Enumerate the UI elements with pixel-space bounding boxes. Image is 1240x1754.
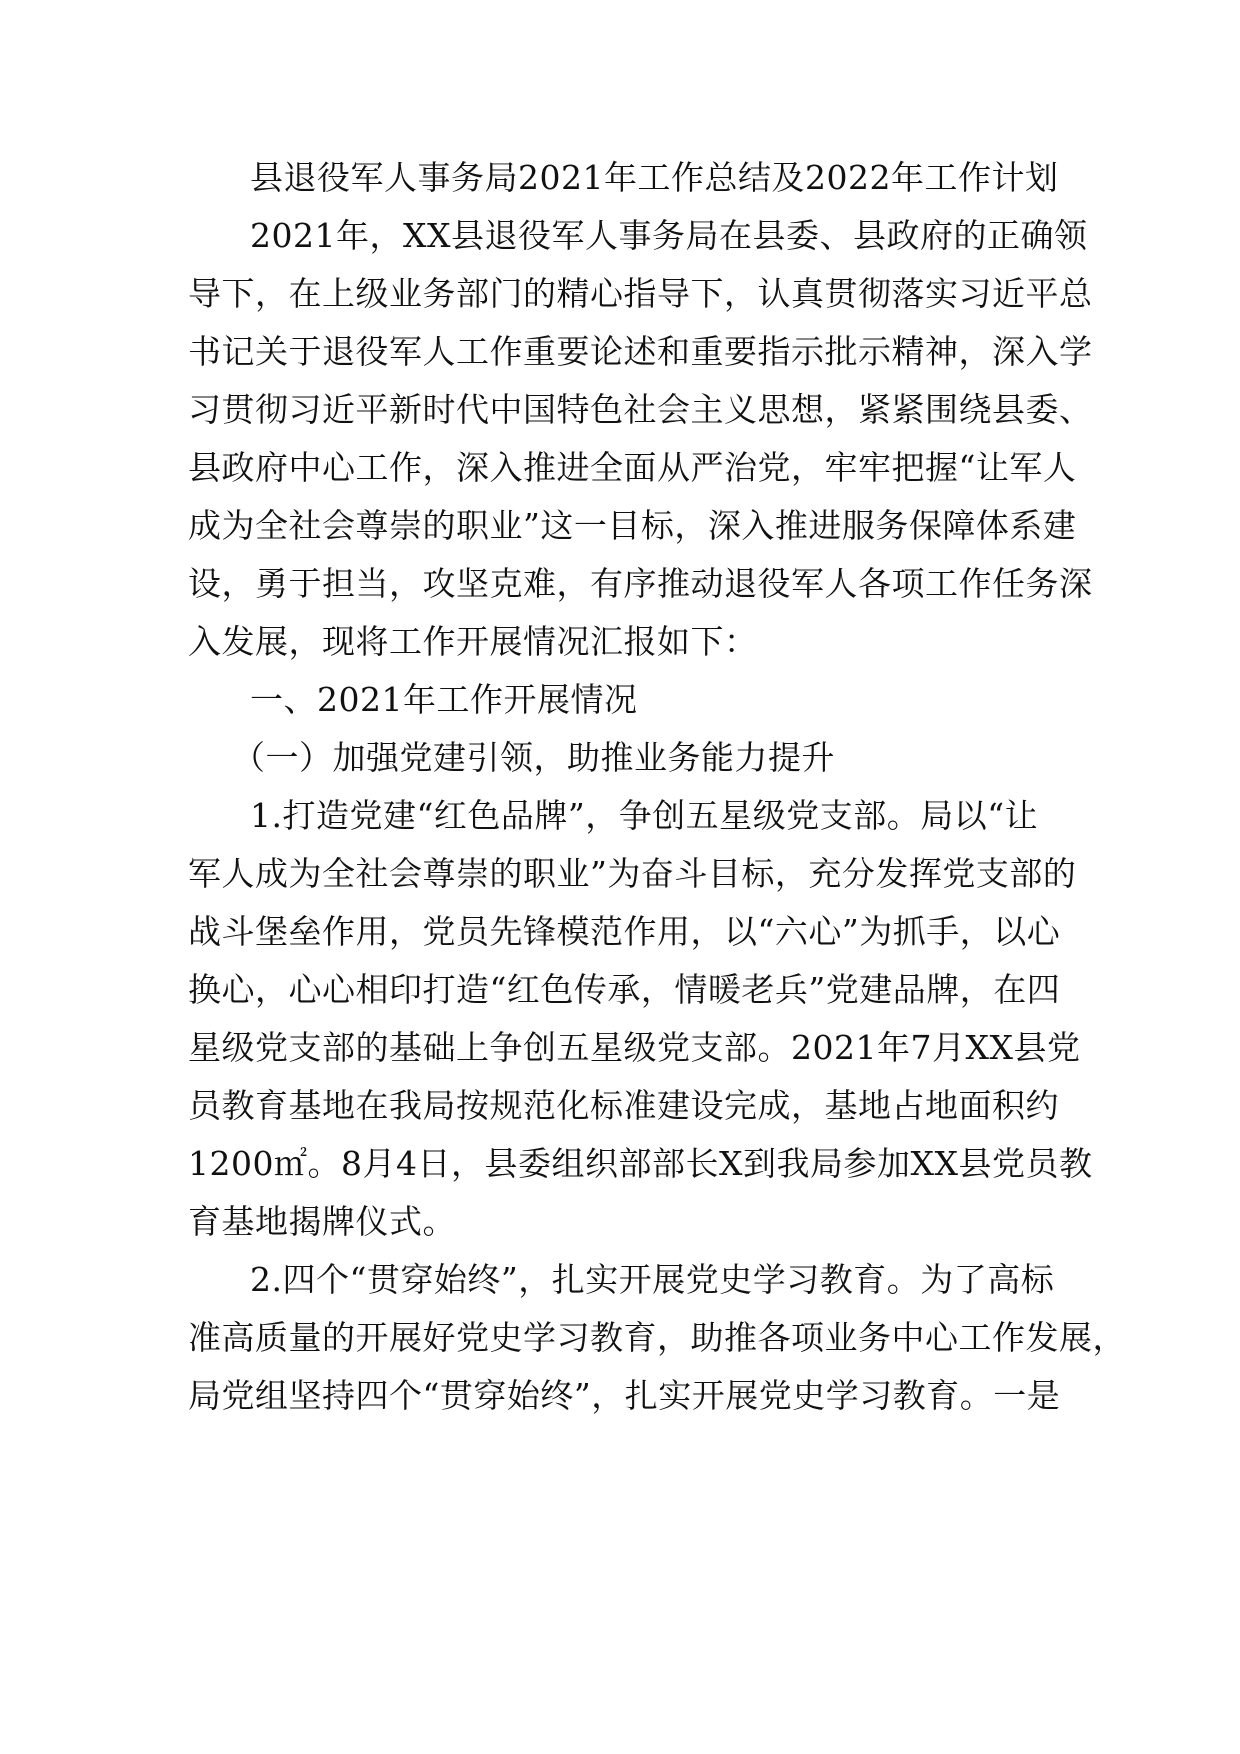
item1-line: 1.打造党建“红色品牌”，争创五星级党支部。局以“让: [250, 796, 1039, 835]
item2-line: 局党组坚持四个“贯穿始终”，扎实开展党史学习教育。一是: [188, 1376, 1061, 1415]
intro-line: 2021年，XX县退役军人事务局在县委、县政府的正确领: [250, 216, 1088, 255]
item1-line: 军人成为全社会尊崇的职业”为奋斗目标，充分发挥党支部的: [188, 854, 1077, 893]
item2-line: 2.四个“贯穿始终”，扎实开展党史学习教育。为了高标: [250, 1260, 1055, 1299]
section-heading: 一、2021年工作开展情况: [250, 680, 638, 719]
item1-line: 员教育基地在我局按规范化标准建设完成，基地占地面积约: [188, 1086, 1059, 1125]
item1-line: 换心，心心相印打造“红色传承，情暖老兵”党建品牌，在四: [188, 970, 1061, 1009]
document-title: 县退役军人事务局2021年工作总结及2022年工作计划: [250, 158, 1059, 197]
item1-line: 1200㎡。8月4日，县委组织部部长X到我局参加XX县党员教: [188, 1144, 1093, 1183]
intro-line: 导下，在上级业务部门的精心指导下，认真贯彻落实习近平总: [188, 274, 1093, 313]
subsection-heading: （一）加强党建引领，助推业务能力提升: [232, 738, 835, 777]
intro-line: 县政府中心工作，深入推进全面从严治党，牢牢把握“让军人: [188, 448, 1077, 487]
intro-line: 书记关于退役军人工作重要论述和重要指示批示精神，深入学: [188, 332, 1093, 371]
item2-line: 准高质量的开展好党史学习教育，助推各项业务中心工作发展，: [188, 1318, 1126, 1357]
item1-line: 育基地揭牌仪式。: [188, 1202, 456, 1241]
item1-line: 战斗堡垒作用，党员先锋模范作用，以“六心”为抓手，以心: [188, 912, 1061, 951]
item1-line: 星级党支部的基础上争创五星级党支部。2021年7月XX县党: [188, 1028, 1081, 1067]
intro-line: 成为全社会尊崇的职业”这一目标，深入推进服务保障体系建: [188, 506, 1077, 545]
intro-line: 设，勇于担当，攻坚克难，有序推动退役军人各项工作任务深: [188, 564, 1093, 603]
intro-line: 习贯彻习近平新时代中国特色社会主义思想，紧紧围绕县委、: [188, 390, 1093, 429]
intro-line: 入发展，现将工作开展情况汇报如下：: [188, 622, 758, 661]
